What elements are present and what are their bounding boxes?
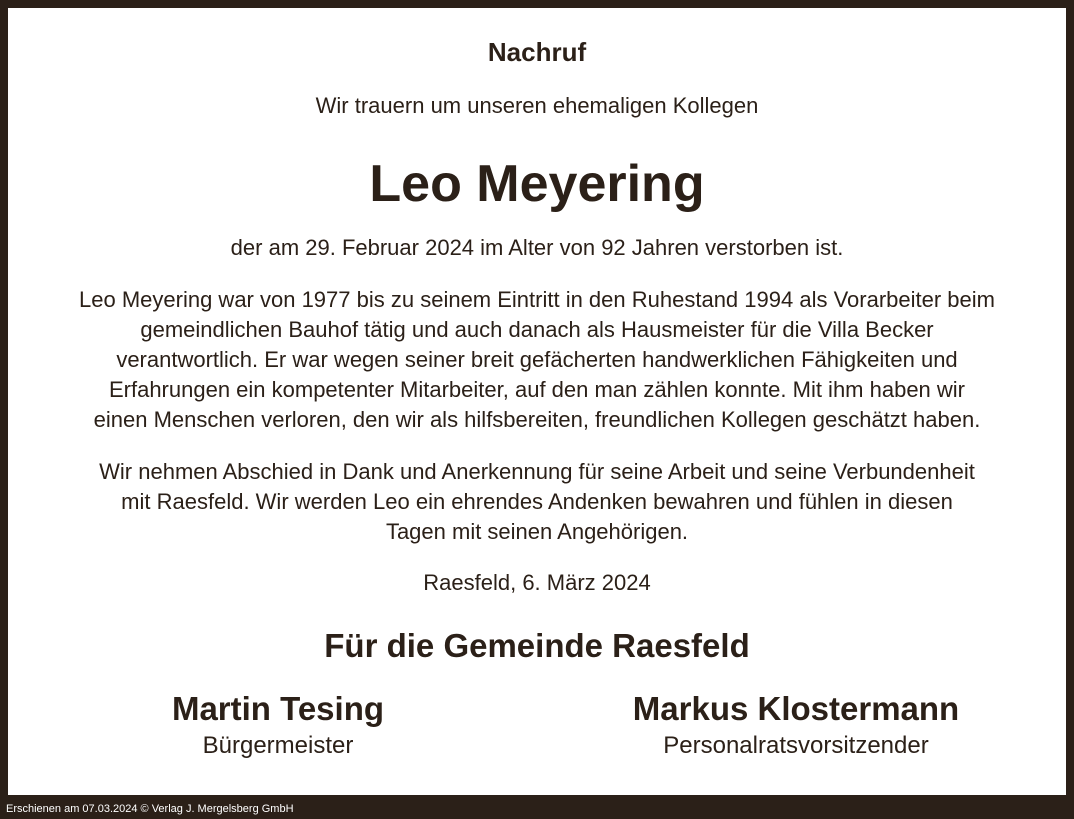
- farewell-paragraph: [28, 457, 1046, 547]
- paragraph-line: gemeindlichen Bauhof tätig und auch danach als Hausmeister für die Villa Becker: [140, 317, 934, 342]
- paragraph-line: verantwortlich. Er war wegen seiner breit gefächerten handwerklichen Fähigkeiten und: [116, 347, 958, 372]
- obituary-notice: [8, 8, 1066, 795]
- biography-paragraph: [28, 285, 1046, 435]
- paragraph-line: Erfahrungen ein kompetenter Mitarbeiter, auf den man zählen konnte. Mit ihm haben wir: [108, 377, 966, 402]
- signatory-left: [48, 688, 508, 762]
- death-line: der am 29. Februar 2024 im Alter von 92 Jahren verstorben ist.: [230, 235, 844, 260]
- paragraph-line: einen Menschen verloren, den wir als hilfsbereiten, freundlichen Kollegen geschätzt haben.: [93, 407, 981, 432]
- signatory-name: Markus Klostermann: [632, 690, 960, 727]
- notice-heading: Nachruf: [487, 37, 587, 67]
- paragraph-line: Wir nehmen Abschied in Dank und Anerkennung für seine Arbeit und seine Verbundenheit: [99, 459, 975, 484]
- paragraph-line: Tagen mit seinen Angehörigen.: [385, 519, 689, 544]
- signatory-role: Bürgermeister: [202, 732, 354, 759]
- signatory-name: Martin Tesing: [171, 690, 385, 727]
- intro-text: Wir trauern um unseren ehemaligen Kollegen: [315, 93, 759, 118]
- place-date: Raesfeld, 6. März 2024: [423, 570, 651, 595]
- publication-footer: Erschienen am 07.03.2024 © Verlag J. Mergelsberg GmbH: [6, 803, 294, 815]
- signatory-role: Personalratsvorsitzender: [663, 732, 929, 759]
- paragraph-line: mit Raesfeld. Wir werden Leo ein ehrendes Andenken bewahren und fühlen in diesen: [121, 489, 953, 514]
- signatory-right: [566, 688, 1026, 762]
- deceased-name: Leo Meyering: [369, 155, 705, 213]
- community-name: Für die Gemeinde Raesfeld: [324, 627, 750, 664]
- paragraph-line: Leo Meyering war von 1977 bis zu seinem Eintritt in den Ruhestand 1994 als Vorarbeiter beim: [79, 287, 995, 312]
